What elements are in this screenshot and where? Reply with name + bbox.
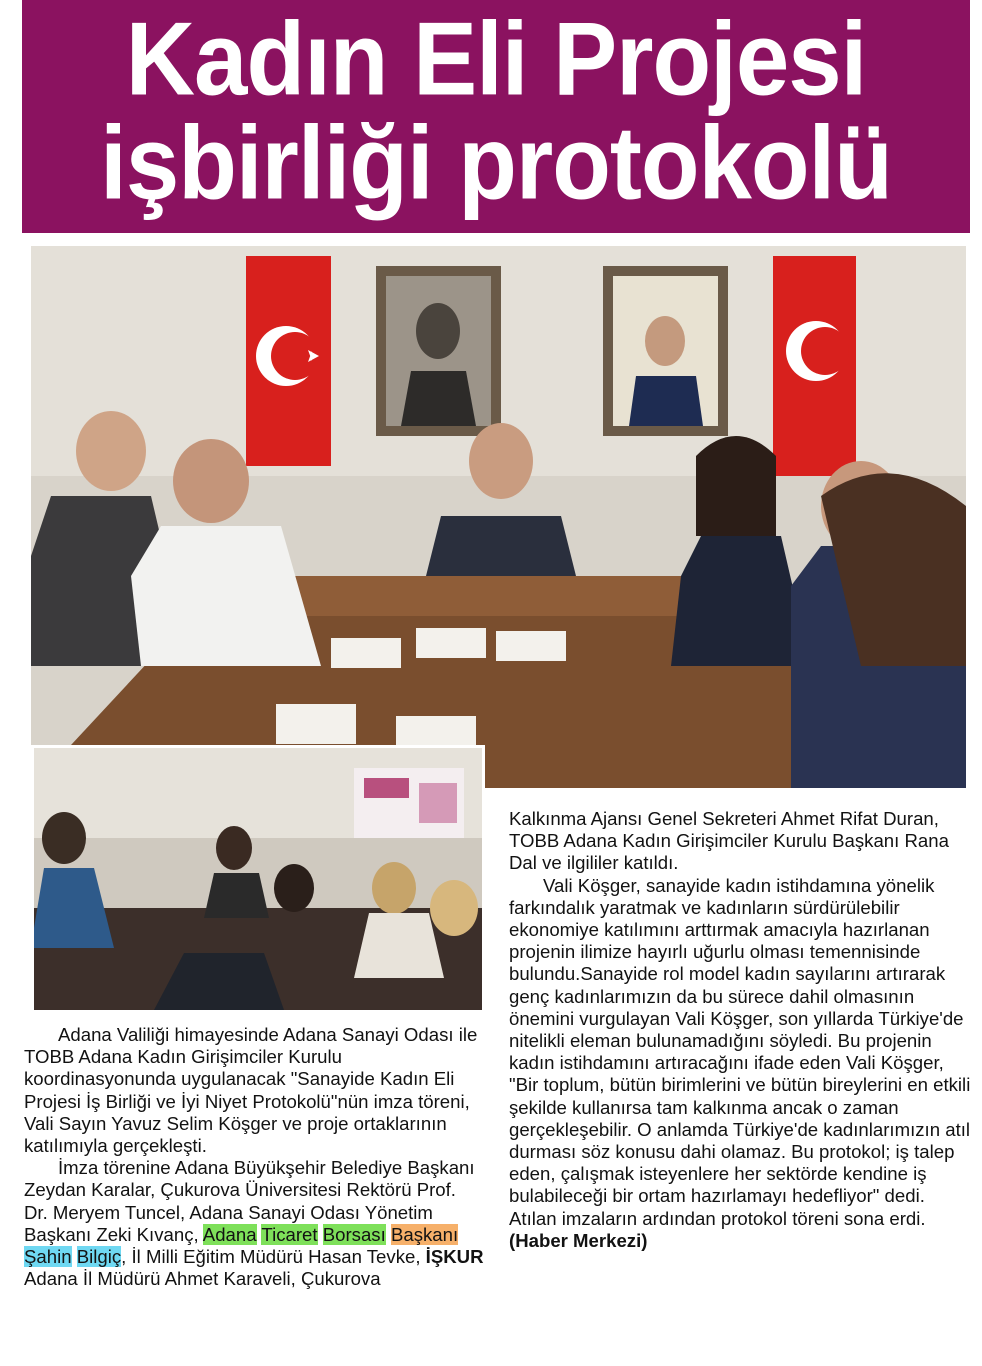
headline-line-2: işbirliği protokolü: [100, 105, 892, 222]
paragraph-2-text: İmza törenine Adana Büyükşehir Belediye Başkanı Zeydan Karalar, Çukurova Üniversitesi Rektörü Prof. Dr. Meryem Tuncel, Adana Sanayi Odası Yönetim Başkanı Zeki Kıvanç,: [24, 1157, 475, 1245]
article-paragraph-4: [509, 875, 971, 1252]
source-credit: (Haber Merkezi): [509, 1229, 648, 1251]
headline-line-1: Kadın Eli Projesi: [125, 1, 867, 118]
paragraph-4-text: Vali Köşger, sanayide kadın istihdamına yönelik farkındalık yaratmak ve kadınların sürdürülebilir ekonomiye katılımını arttırmak amacıyla hazırlanan projenin ilimize hayırlı uğurlu olması temennisinde bulundu.Sanayide rol model kadın sayılarını artırarak genç kadınlarımızın da bu sürece dahil olmasının önemini vurgulayan Vali Köşger, son yıllarda Türkiye'de nitelikli eleman bulunamadığını söyledi. Bu projenin kadın istihdamını artıracağını ifade eden Vali Köşger, "Bir toplum, bütün birimlerini ve bütün bireylerini en etkili şekilde kullanırsa tam kalkınma ancak o zaman gerçekleşebilir. O anlamda Türkiye'de kadınlarımızın atıl durması söz konusu dahi olamaz. Bu protokol; iş talep eden, çalışmak isteyenlere her sektörde kendine iş bulabileceği bir ortam hazırlamayı hedefliyor" dedi. Atılan imzaların ardından protokol töreni sona erdi.: [509, 874, 971, 1229]
highlight-adana: Adana: [202, 1223, 257, 1245]
highlight-bilgic: Bilgiç: [76, 1246, 122, 1268]
article-paragraph-3: Kalkınma Ajansı Genel Sekreteri Ahmet Rifat Duran, TOBB Adana Kadın Girişimciler Kurulu Başkanı Rana Dal ve ilgililer katıldı.: [509, 808, 949, 874]
main-photo: [31, 246, 966, 788]
iskur-label: İŞKUR: [425, 1246, 484, 1268]
article-column-right: [509, 808, 971, 1252]
headline-banner: [22, 0, 970, 233]
inset-photo: [31, 745, 485, 1013]
article-column-left: [24, 1024, 484, 1290]
highlight-sahin: Şahin: [24, 1246, 72, 1268]
highlight-ticaret: Ticaret: [261, 1223, 318, 1245]
conference-room-illustration: [34, 748, 482, 1010]
highlight-baskani: Başkanı: [390, 1223, 459, 1245]
article-paragraph-1: Adana Valiliği himayesinde Adana Sanayi Odası ile TOBB Adana Kadın Girişimciler Kurulu koordinasyonunda uygulanacak "Sanayide Kadın Eli Projesi İş Birliği ve İyi Niyet Protokolü"nün imza töreni, Vali Sayın Yavuz Selim Köşger ve proje ortaklarının katılımıyla gerçekleşti.: [24, 1024, 478, 1157]
paragraph-2-mid: , İl Milli Eğitim Müdürü Hasan Tevke,: [121, 1246, 421, 1268]
meeting-scene-illustration: [31, 246, 966, 788]
highlight-borsasi: Borsası: [322, 1223, 386, 1245]
paragraph-2-end: Adana İl Müdürü Ahmet Karaveli, Çukurova: [24, 1268, 381, 1290]
article-paragraph-2: [24, 1157, 484, 1290]
